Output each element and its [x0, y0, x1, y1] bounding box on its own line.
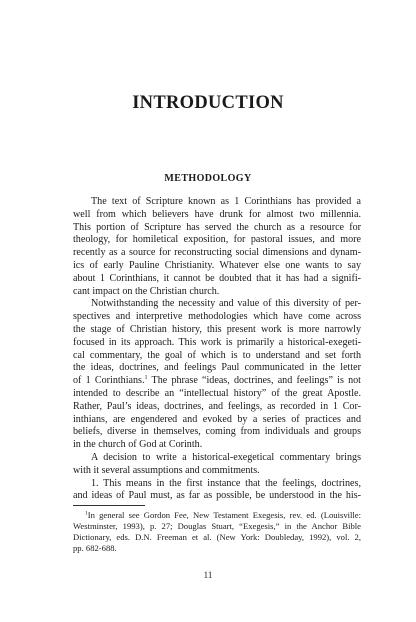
body-line-with-footnote-ref	[73, 375, 361, 388]
body-text	[73, 196, 361, 503]
footnote	[73, 510, 361, 554]
footnote-line: Westminster, 1993), p. 27; Douglas Stuart, “Exegesis,” in the Anchor Bible	[73, 521, 361, 531]
body-line: The text of Scripture known as 1 Corinthians has provided a	[91, 196, 361, 207]
body-line: spectives and interpretive methodologies which have come across	[73, 311, 361, 323]
body-line: Rather, Paul’s ideas, doctrines, and feelings, as recorded in 1 Cor-	[73, 400, 361, 412]
section-heading: METHODOLOGY	[164, 173, 252, 184]
footnote-reference[interactable]: 1	[144, 375, 148, 382]
footnote-line	[73, 510, 361, 521]
footnote-line-text: In general see Gordon Fee, New Testament Exegesis, rev. ed. (Louisville:	[87, 510, 361, 520]
page-number: 11	[203, 570, 213, 580]
body-line: This portion of Scripture has served the church as a resource for	[73, 221, 361, 233]
body-line: focused in its approach. This work is primarily a historical-exegeti-	[73, 336, 361, 348]
body-line: inthians, are engendered and evoked by a series of practices and	[73, 413, 361, 425]
chapter-title: INTRODUCTION	[132, 93, 284, 113]
body-line: A decision to write a historical-exegetical commentary brings	[91, 451, 361, 463]
body-line: well from which believers have drunk for almost two millennia.	[73, 208, 361, 220]
footnote-line: pp. 682-688.	[73, 543, 117, 553]
body-line: the ideas, doctrines, and feelings Paul communicated in the letter	[73, 362, 361, 374]
body-line: Notwithstanding the necessity and value of this diversity of per-	[91, 298, 361, 310]
body-line: cant impact on the Christian church.	[73, 285, 220, 297]
body-line: recently as a source for reconstructing social dimensions and dynam-	[73, 247, 361, 259]
body-line: intended to describe an “intellectual history” of the great Apostle.	[73, 387, 361, 399]
body-line: about 1 Corinthians, it cannot be doubted that it has had a signifi-	[73, 272, 361, 284]
body-line: the stage of Christian history, this present work is more narrowly	[73, 323, 361, 335]
body-line-text: The phrase “ideas, doctrines, and feelings” is not	[147, 375, 361, 387]
body-line-text: of 1 Corinthians.	[73, 375, 145, 387]
footnote-line: Dictionary, eds. D.N. Freeman et al. (New York: Doubleday, 1992), vol. 2,	[73, 532, 361, 542]
body-line: cal commentary, the goal of which is to understand and set forth	[73, 349, 361, 361]
body-line: beliefs, diverse in themselves, coming from individuals and groups	[73, 426, 361, 438]
footnote-number: 1	[85, 510, 88, 517]
body-line: 1. This means in the first instance that the feelings, doctrines,	[91, 477, 361, 489]
footnote-divider	[73, 505, 145, 506]
body-line: with it several assumptions and commitments.	[73, 464, 260, 476]
body-line: theology, for homiletical exposition, for pastoral issues, and more	[73, 234, 361, 246]
body-line: and ideas of Paul must, as far as possible, be understood in the his-	[73, 490, 361, 502]
body-line: in the church of God at Corinth.	[73, 439, 203, 451]
body-line: ics of early Pauline Christianity. Whatever else one wants to say	[73, 259, 361, 271]
